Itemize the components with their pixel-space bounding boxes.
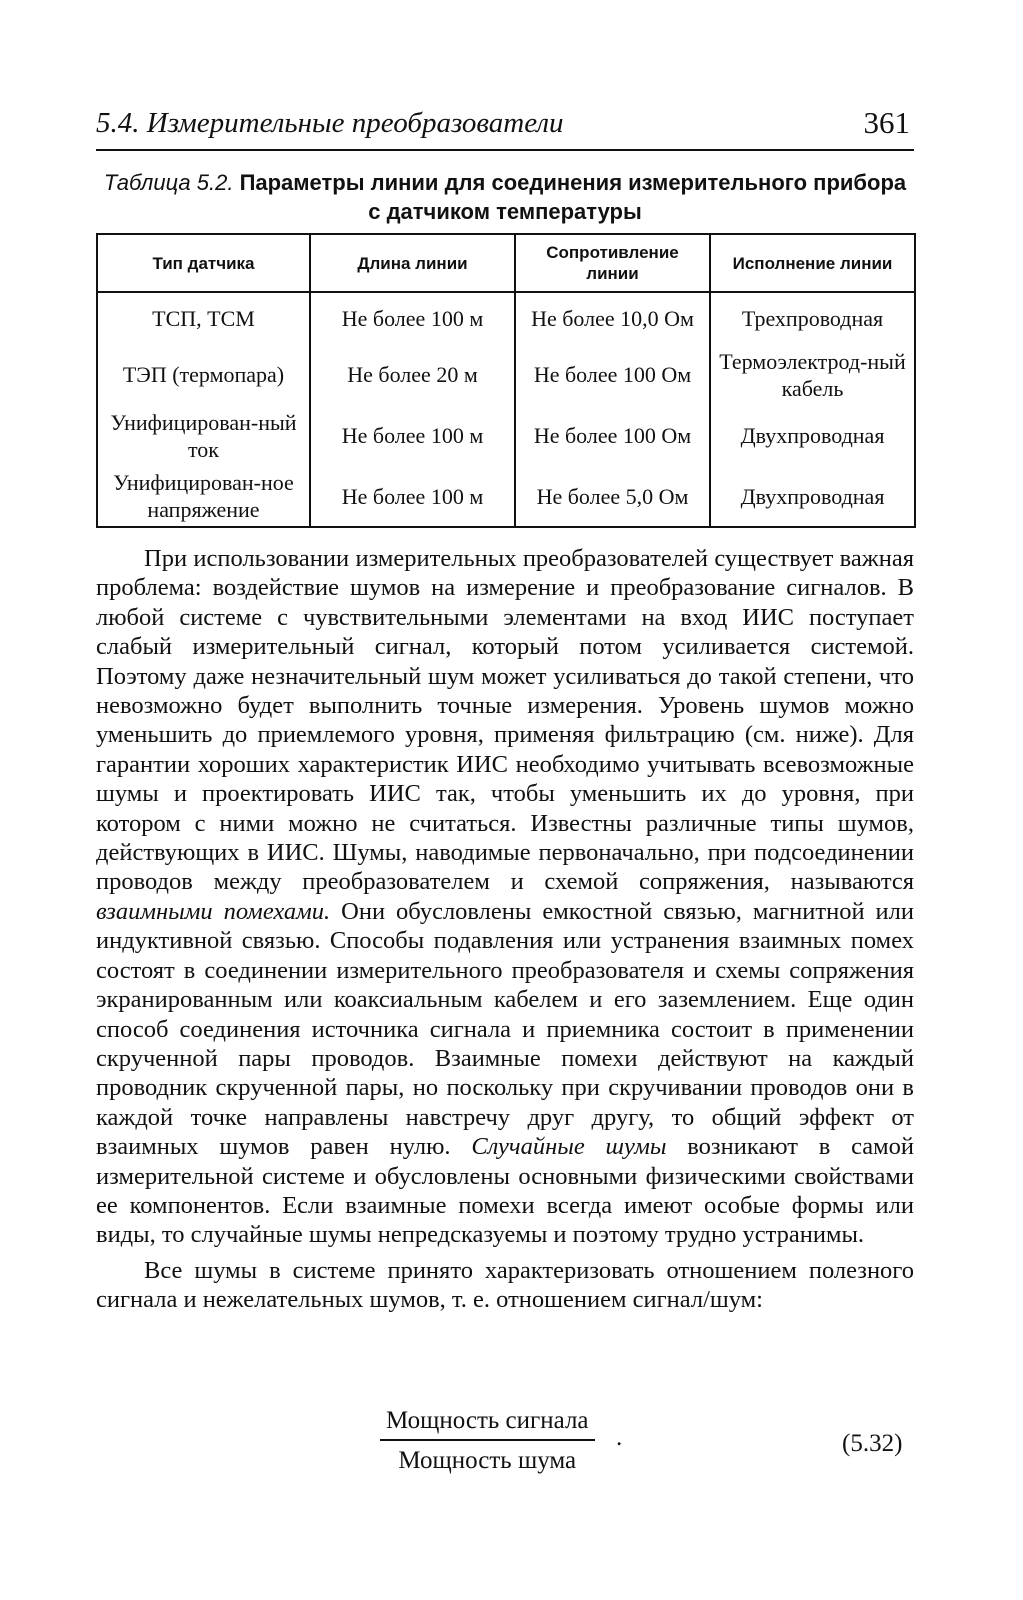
- table-cell: Унифицирован-ное напряжение: [97, 466, 310, 527]
- parameters-table: [96, 233, 916, 528]
- table-cell: ТСП, ТСМ: [97, 292, 310, 344]
- table-caption-title: Параметры линии для соединения измерительного прибора с датчиком температуры: [239, 170, 907, 224]
- paragraph-text: Они обусловлены емкостной связью, магнитной или индуктивной связью. Способы подавления или устранения взаимных помех состоят в соединении измерительного преобразователя и схемы сопряжения экранированным или коаксиальным кабелем и его заземлением. Еще один способ соединения источника сигнала и приемника состоит в применении скрученной пары проводов. Взаимные помехи действуют на каждый проводник скрученной пары, но поскольку при скручивании проводов они в каждой точке направлены навстречу друг другу, то общий эффект от взаимных шумов равен нулю.: [96, 897, 914, 1161]
- table-cell: Не более 100 Ом: [515, 344, 710, 405]
- table-header-row: [97, 234, 915, 292]
- formula-denominator: Мощность шума: [398, 1447, 577, 1474]
- snr-formula: [380, 1405, 595, 1475]
- equation-number: (5.32): [842, 1430, 903, 1457]
- column-header: Тип датчика: [97, 234, 310, 292]
- table-cell: Не более 100 м: [310, 292, 515, 344]
- table-cell: Не более 100 м: [310, 405, 515, 466]
- table-cell: Не более 100 м: [310, 466, 515, 527]
- table-cell: Не более 5,0 Ом: [515, 466, 710, 527]
- table-cell: Двухпроводная: [710, 466, 915, 527]
- section-title: 5.4. Измерительные преобразователи: [96, 107, 564, 139]
- table-row: [97, 466, 915, 527]
- paragraph: Все шумы в системе принято характеризовать отношением полезного сигнала и нежелательных шумов, т. е. отношением сигнал/шум:: [96, 1256, 914, 1314]
- paragraph: [96, 544, 914, 1250]
- paragraph-text: При использовании измерительных преобразователей существует важная проблема: воздействие шумов на измерение и преобразование сигналов. В любой системе с чувствительными элементами на вход ИИС поступает слабый измерительный сигнал, который потом усиливается системой. Поэтому даже незначительный шум может усиливаться до такой степени, что невозможно будет выполнить точные измерения. Уровень шумов можно уменьшить до приемлемого уровня, применяя фильтрацию (см. ниже). Для гарантии хороших характеристик ИИС необходимо учитывать всевозможные шумы и проектировать ИИС так, чтобы уменьшить их до уровня, при котором с ними можно не считаться. Известны различные типы шумов, действующих в ИИС. Шумы, наводимые первоначально, при подсоединении проводов между преобразователем и схемой сопряжения, называются: [96, 545, 914, 896]
- term-random-noise: Случайные шумы: [471, 1133, 667, 1161]
- column-header: Сопротивление линии: [515, 234, 710, 292]
- paragraph-text: возникают в самой измерительной системе и обусловлены основными физическими свойствами ее компонентов. Если взаимные помехи всегда имеют особые формы или виды, то случайные шумы непредсказуемы и поэтому трудно устранимы.: [96, 1133, 914, 1249]
- table-cell: Не более 10,0 Ом: [515, 292, 710, 344]
- column-header: Длина линии: [310, 234, 515, 292]
- page-number: 361: [863, 105, 910, 140]
- table-cell: Двухпроводная: [710, 405, 915, 466]
- table-row: [97, 344, 915, 405]
- table-cell: Не более 100 Ом: [515, 405, 710, 466]
- table-cell: Унифицирован-ный ток: [97, 405, 310, 466]
- table-row: [97, 292, 915, 344]
- table-caption-label: Таблица 5.2.: [103, 170, 234, 195]
- formula-period: .: [616, 1424, 623, 1451]
- table-caption: [96, 168, 914, 226]
- running-header: [96, 103, 914, 151]
- formula-numerator: Мощность сигнала: [380, 1405, 595, 1441]
- table-cell: Термоэлектрод-ный кабель: [710, 344, 915, 405]
- table-row: [97, 405, 915, 466]
- table-cell: ТЭП (термопара): [97, 344, 310, 405]
- table-cell: Трехпроводная: [710, 292, 915, 344]
- table-cell: Не более 20 м: [310, 344, 515, 405]
- term-mutual-interference: взаимными помехами.: [96, 897, 331, 925]
- column-header: Исполнение линии: [710, 234, 915, 292]
- body-text: [96, 544, 914, 1315]
